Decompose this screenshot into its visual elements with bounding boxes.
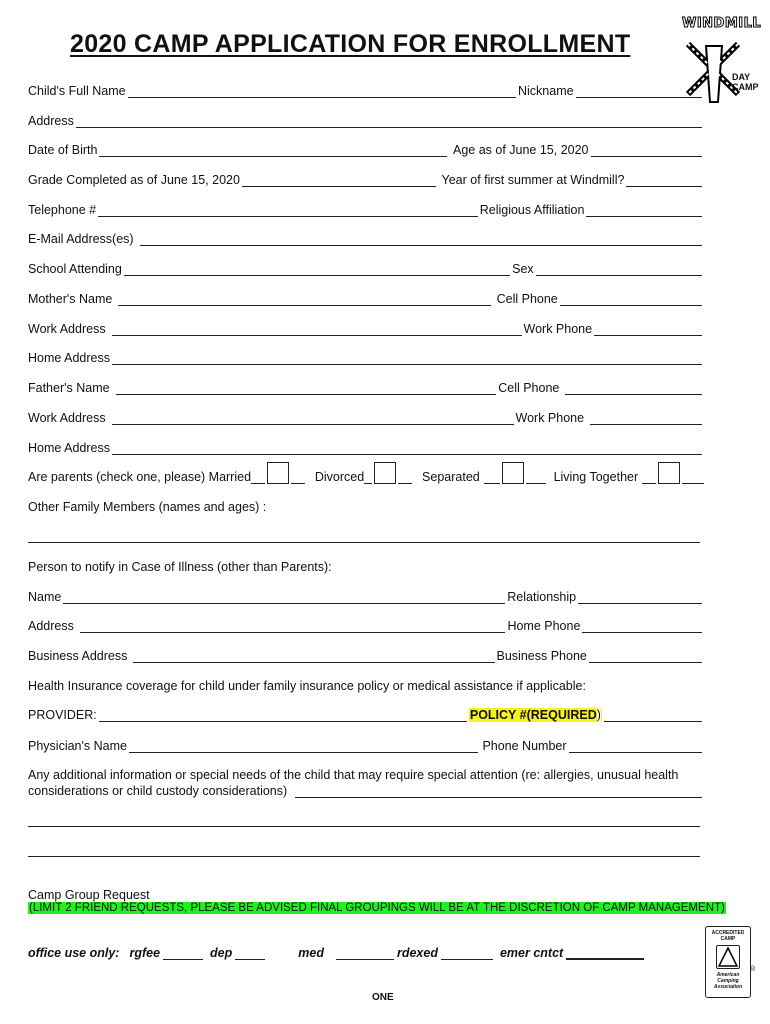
nickname-field[interactable] <box>576 85 702 98</box>
grade-field[interactable] <box>242 174 436 187</box>
dep-field[interactable] <box>235 947 265 960</box>
row-father-work: Work Address Work Phone <box>28 411 704 425</box>
additional-info-line-3[interactable] <box>28 855 700 857</box>
email-field[interactable] <box>140 233 702 246</box>
mother-home-address-field[interactable] <box>112 352 702 365</box>
row-address: Address <box>28 114 704 128</box>
sex-field[interactable] <box>536 263 702 276</box>
row-mother: Mother's Name Cell Phone <box>28 292 704 306</box>
policy-number-field[interactable] <box>604 709 702 722</box>
mother-work-address-field[interactable] <box>112 323 522 336</box>
row-email: E-Mail Address(es) <box>28 232 704 246</box>
row-telephone: Telephone # Religious Affiliation <box>28 203 704 217</box>
telephone-field[interactable] <box>98 204 478 217</box>
separated-checkbox[interactable] <box>502 462 524 484</box>
aca-accreditation-badge: ACCREDITED CAMP American Camping Association <box>705 926 751 998</box>
father-work-phone-field[interactable] <box>590 412 702 425</box>
notify-name-field[interactable] <box>63 591 505 604</box>
windmill-logo: WINDMILL DAY CAMP <box>678 14 758 106</box>
row-other-family: Other Family Members (names and ages) : <box>28 500 267 514</box>
page-number: ONE <box>372 992 394 1003</box>
rgfee-field[interactable] <box>163 947 203 960</box>
row-dob: Date of Birth Age as of June 15, 2020 <box>28 143 704 157</box>
emer-cntct-field[interactable] <box>566 946 644 960</box>
father-cell-field[interactable] <box>565 382 702 395</box>
living-together-checkbox[interactable] <box>658 462 680 484</box>
row-notify-name: Name Relationship <box>28 590 704 604</box>
age-field[interactable] <box>591 144 703 157</box>
notify-address-field[interactable] <box>80 620 506 633</box>
physician-phone-field[interactable] <box>569 740 702 753</box>
row-notify-address: Address Home Phone <box>28 619 704 633</box>
row-father: Father's Name Cell Phone <box>28 381 704 395</box>
child-name-field[interactable] <box>128 85 516 98</box>
mother-work-phone-field[interactable] <box>594 323 702 336</box>
mother-name-field[interactable] <box>118 293 490 306</box>
provider-field[interactable] <box>99 709 467 722</box>
row-insurance-heading: Health Insurance coverage for child under family insurance policy or medical assistance if applicable: <box>28 679 586 693</box>
med-field[interactable] <box>336 947 394 960</box>
row-mother-work: Work Address Work Phone <box>28 322 704 336</box>
row-notify-heading: Person to notify in Case of Illness (other than Parents): <box>28 560 332 574</box>
form-title: 2020 CAMP APPLICATION FOR ENROLLMENT <box>70 30 631 58</box>
row-additional-1: Any additional information or special needs of the child that may require special attention (re: allergies, unusual health <box>28 768 679 782</box>
business-phone-field[interactable] <box>589 650 702 663</box>
row-school: School Attending Sex <box>28 262 704 276</box>
office-use-row: office use only: rgfee dep med rdexed emer cntct <box>28 946 647 960</box>
first-summer-field[interactable] <box>626 174 702 187</box>
row-parents-status: Are parents (check one, please) Married Divorced Separated Living Together <box>28 462 704 484</box>
row-group-request: Camp Group Request <box>28 888 150 902</box>
row-additional-2: considerations or child custody considerations) <box>28 784 704 798</box>
religion-field[interactable] <box>586 204 702 217</box>
father-home-address-field[interactable] <box>112 442 702 455</box>
aca-emblem-icon <box>716 945 740 969</box>
other-family-field[interactable] <box>28 541 700 543</box>
policy-required-label: POLICY #(REQUIRED) <box>469 708 601 722</box>
additional-info-field[interactable] <box>295 785 702 798</box>
row-notify-business: Business Address Business Phone <box>28 649 704 663</box>
father-name-field[interactable] <box>116 382 497 395</box>
address-field[interactable] <box>76 115 702 128</box>
row-child-name: Child's Full Name Nickname <box>28 84 704 98</box>
mother-cell-field[interactable] <box>560 293 702 306</box>
physician-name-field[interactable] <box>129 740 478 753</box>
row-provider: PROVIDER: POLICY #(REQUIRED) <box>28 708 704 722</box>
group-request-note: (LIMIT 2 FRIEND REQUESTS, PLEASE BE ADVISED FINAL GROUPINGS WILL BE AT THE DISCRETION OF CAMP MANAGEMENT) <box>29 902 725 914</box>
row-father-home: Home Address <box>28 441 704 455</box>
married-checkbox[interactable] <box>267 462 289 484</box>
row-mother-home: Home Address <box>28 351 704 365</box>
school-field[interactable] <box>124 263 510 276</box>
additional-info-line-2[interactable] <box>28 825 700 827</box>
row-grade: Grade Completed as of June 15, 2020 Year of first summer at Windmill? <box>28 173 704 187</box>
row-physician: Physician's Name Phone Number <box>28 739 704 753</box>
rdexed-field[interactable] <box>441 947 493 960</box>
relationship-field[interactable] <box>578 591 702 604</box>
divorced-checkbox[interactable] <box>374 462 396 484</box>
father-work-address-field[interactable] <box>112 412 514 425</box>
notify-home-phone-field[interactable] <box>582 620 702 633</box>
business-address-field[interactable] <box>133 650 494 663</box>
dob-field[interactable] <box>99 144 447 157</box>
